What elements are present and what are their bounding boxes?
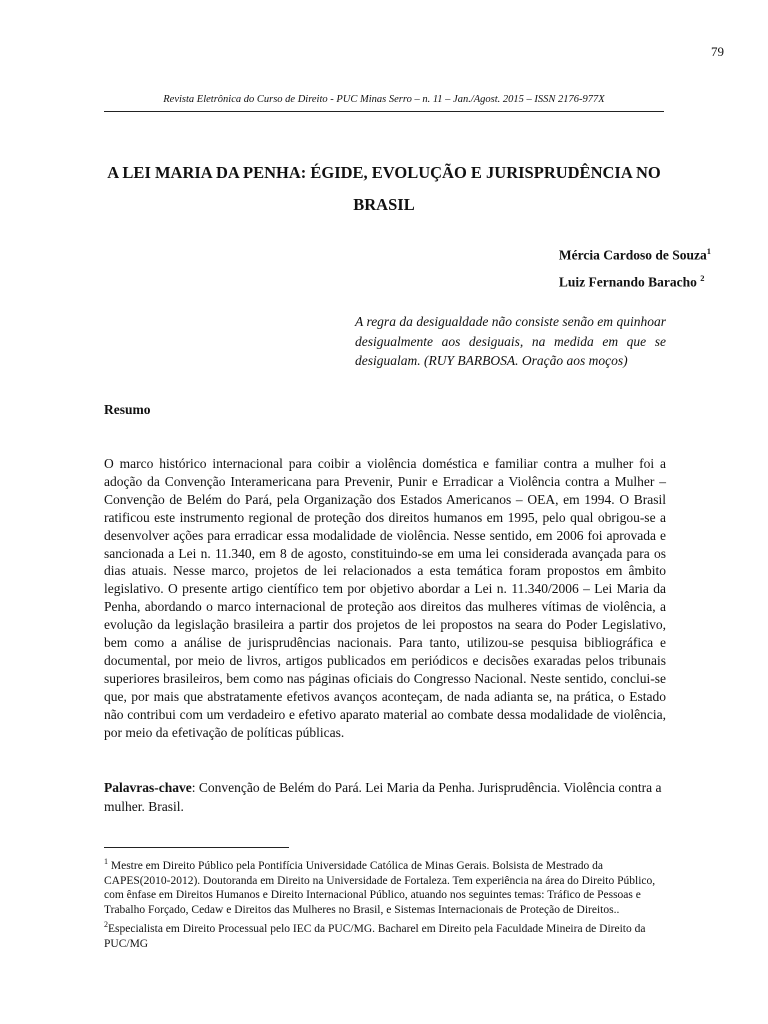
page-number: 79 [711, 44, 724, 59]
footnote-marker: 2 [700, 272, 705, 283]
author-1 [559, 240, 711, 267]
abstract-text: O marco histórico internacional para coibir a violência doméstica e familiar contra a mulher foi a adoção da Convenção Interamericana para Prevenir, Punir e Erradicar a Violência contra a Mulher – Convenção de Belém do Pará, pela Organização dos Estados Americanos – OEA, em 1994. O Brasil ratificou este instrumento regional de proteção dos direitos humanos em 1995, pelo qual obrigou-se a desenvolver ações para erradicar essa modalidade de violência. Nesse sentido, em 2006 foi aprovada e sancionada a Lei n. 11.340, em 8 de agosto, constituindo-se em uma lei considerada avançada para os dias atuais. Nesse marco, projetos de lei relacionados a esta temática foram propostos em âmbito legislativo. O presente artigo científico tem por objetivo abordar a Lei n. 11.340/2006 – Lei Maria da Penha, abordando o marco internacional de proteção aos direitos das mulheres vítimas de violência, a evolução da legislação brasileira a partir dos projetos de lei propostos na seara do Poder Legislativo, bem como a análise de jurisprudências nacionais. Para tanto, utilizou-se pesquisa bibliográfica e documental, por meio de livros, artigos publicados em periódicos e decisões exaradas pelos tribunais superiores brasileiros, bem como nas páginas oficiais do Congresso Nacional. Neste sentido, conclui-se que, por mais que abstratamente efetivos avanços aconteçam, de nada adianta se, na prática, o Estado não contribui com um verdadeiro e efetivo aparato material ao combate dessa modalidade de violência, por meio da efetivação de políticas públicas. [104, 456, 666, 740]
footnote-2 [104, 918, 672, 951]
keywords-text: : Convenção de Belém do Pará. Lei Maria da Penha. Jurisprudência. Violência contra a mulher. Brasil. [104, 780, 662, 814]
footnotes [104, 855, 672, 951]
footnote-rule [104, 847, 289, 848]
abstract-heading: Resumo [104, 402, 151, 417]
footnote-1 [104, 855, 672, 918]
author-2 [559, 267, 711, 294]
epigraph: A regra da desigualdade não consiste senão em quinhoar desigualmente aos desiguais, na medida em que se desigualam. (RUY BARBOSA. Oração aos moços) [355, 314, 666, 368]
footnote-marker: 1 [104, 857, 108, 866]
footnote-marker: 2 [104, 920, 108, 930]
author-name: Mércia Cardoso de Souza [558, 247, 707, 263]
author-name: Luiz Fernando Baracho [558, 274, 697, 289]
keywords [104, 778, 666, 816]
footnote-marker: 1 [706, 246, 711, 256]
header-rule [104, 111, 664, 112]
author-list [559, 240, 711, 293]
keywords-label: Palavras-chave [104, 780, 192, 795]
footnote-text: Mestre em Direito Público pela Pontifícia Universidade Católica de Minas Gerais. Bolsista de Mestrado da CAPES(2010-2012). Doutoranda em Direito na Universidade de Fortaleza. Tem experiência na área do Direito Público, com ênfase em Direitos Humanos e Direito Internacional Público, atuando nos seguintes temas: Tráfico de Pessoas e Trabalho Forçado, Cedaw e Direitos das Mulheres no Brasil, e Sistemas Internacionais de Proteção de Direitos.. [104, 859, 656, 917]
article-title: A LEI MARIA DA PENHA: ÉGIDE, EVOLUÇÃO E JURISPRUDÊNCIA NO BRASIL [107, 163, 661, 214]
running-header: Revista Eletrônica do Curso de Direito - PUC Minas Serro – n. 11 – Jan./Agost. 2015 – ISSN 2176-977X [163, 94, 605, 105]
footnote-text: Especialista em Direito Processual pelo IEC da PUC/MG. Bacharel em Direito pela Faculdade Mineira de Direito da PUC/MG [104, 922, 646, 950]
